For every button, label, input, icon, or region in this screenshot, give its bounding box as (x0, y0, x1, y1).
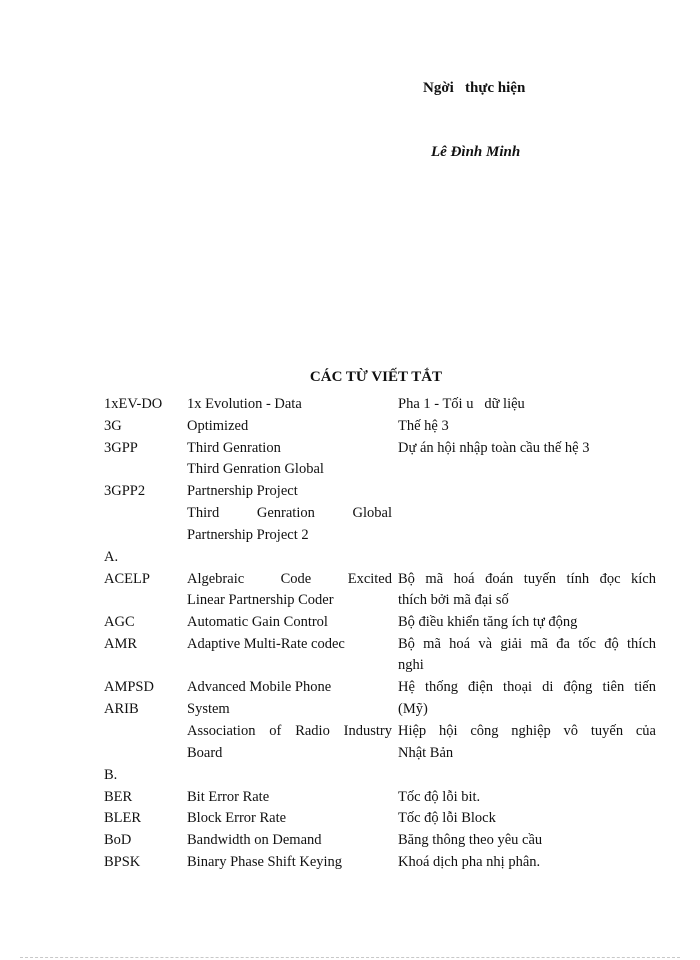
abbreviation-row (0, 807, 700, 829)
abbreviation-meaning: Tốc độ lỗi bit. (398, 789, 481, 805)
signer-role: Ngời thực hiện (423, 80, 526, 96)
abbreviation-row (0, 393, 700, 415)
abbreviation-code: 1xEV-DO (104, 396, 163, 412)
abbreviation-code: BoD (104, 832, 132, 848)
abbreviation-row (0, 742, 700, 764)
abbreviation-row (0, 611, 700, 633)
abbreviation-meaning: Tốc độ lỗi Block (398, 810, 496, 826)
abbreviation-term: Automatic Gain Control (187, 614, 328, 630)
abbreviation-code: B. (104, 767, 118, 783)
abbreviation-meaning: Bộ mã hoá và giải mã đa tốc độ thích (398, 636, 656, 652)
abbreviation-code: BLER (104, 810, 142, 826)
abbreviation-term: Association of Radio Industry (187, 723, 392, 739)
abbreviation-code: ARIB (104, 701, 139, 717)
abbreviation-row (0, 829, 700, 851)
abbreviation-row (0, 589, 700, 611)
abbreviation-code: BER (104, 789, 133, 805)
abbreviation-meaning: Pha 1 - Tối u dữ liệu (398, 396, 525, 412)
abbreviations-title: CÁC TỪ VIẾT TẮT (309, 369, 443, 385)
abbreviation-term: Third Genration Global (187, 461, 324, 477)
abbreviation-row (0, 524, 700, 546)
abbreviation-meaning: Bộ mã hoá đoán tuyến tính đọc kích (398, 571, 656, 587)
abbreviation-row (0, 654, 700, 676)
abbreviation-row (0, 851, 700, 873)
abbreviation-term: Third Genration (187, 440, 281, 456)
abbreviation-meaning: nghi (398, 657, 424, 673)
abbreviation-meaning: Bộ điều khiển tăng ích tự động (398, 614, 578, 630)
abbreviation-term: Board (187, 745, 223, 761)
abbreviation-code: 3G (104, 418, 122, 434)
abbreviation-meaning: Nhật Bản (398, 745, 454, 761)
abbreviation-term: Adaptive Multi-Rate codec (187, 636, 345, 652)
signer-name: Lê Đình Minh (431, 144, 521, 160)
abbreviation-code: AMR (104, 636, 138, 652)
abbreviation-meaning: (Mỹ) (398, 701, 428, 717)
abbreviation-meaning: Dự án hội nhập toàn cầu thế hệ 3 (398, 440, 590, 456)
abbreviation-term: Bandwidth on Demand (187, 832, 322, 848)
abbreviation-term: 1x Evolution - Data (187, 396, 302, 412)
abbreviation-term: Optimized (187, 418, 249, 434)
abbreviation-row (0, 698, 700, 720)
abbreviation-code: AGC (104, 614, 135, 630)
abbreviation-code: AMPSD (104, 679, 154, 695)
abbreviation-row (0, 502, 700, 524)
abbreviation-term: Algebraic Code Excited (187, 571, 392, 587)
abbreviation-row (0, 633, 700, 655)
abbreviation-meaning: Khoá dịch pha nhị phân. (398, 854, 541, 870)
abbreviation-term: Linear Partnership Coder (187, 592, 334, 608)
abbreviation-row (0, 720, 700, 742)
abbreviation-term: Binary Phase Shift Keying (187, 854, 343, 870)
abbreviation-code: A. (104, 549, 119, 565)
abbreviation-term: Advanced Mobile Phone (187, 679, 332, 695)
abbreviation-code: 3GPP2 (104, 483, 146, 499)
abbreviation-row (0, 480, 700, 502)
abbreviation-term: Partnership Project 2 (187, 527, 309, 543)
abbreviation-term: System (187, 701, 230, 717)
abbreviation-term: Bit Error Rate (187, 789, 270, 805)
abbreviation-row (0, 786, 700, 808)
abbreviation-term: Partnership Project (187, 483, 298, 499)
abbreviation-code: 3GPP (104, 440, 138, 456)
abbreviation-row (0, 437, 700, 459)
abbreviation-term: Block Error Rate (187, 810, 287, 826)
abbreviation-meaning: thích bởi mã đại số (398, 592, 509, 608)
abbreviation-meaning: Thế hệ 3 (398, 418, 449, 434)
abbreviation-row (0, 458, 700, 480)
abbreviation-code: BPSK (104, 854, 141, 870)
abbreviation-term: Third Genration Global (187, 505, 392, 521)
abbreviation-code: ACELP (104, 571, 150, 587)
abbreviation-row (0, 568, 700, 590)
abbreviation-meaning: Hiệp hội công nghiệp vô tuyến của (398, 723, 656, 739)
abbreviation-meaning: Hệ thống điện thoại di động tiên tiến (398, 679, 656, 695)
abbreviation-row (0, 676, 700, 698)
abbreviation-row (0, 546, 700, 568)
page-bottom-divider (20, 957, 680, 958)
abbreviation-row (0, 764, 700, 786)
abbreviation-row (0, 415, 700, 437)
abbreviation-meaning: Băng thông theo yêu cầu (398, 832, 543, 848)
